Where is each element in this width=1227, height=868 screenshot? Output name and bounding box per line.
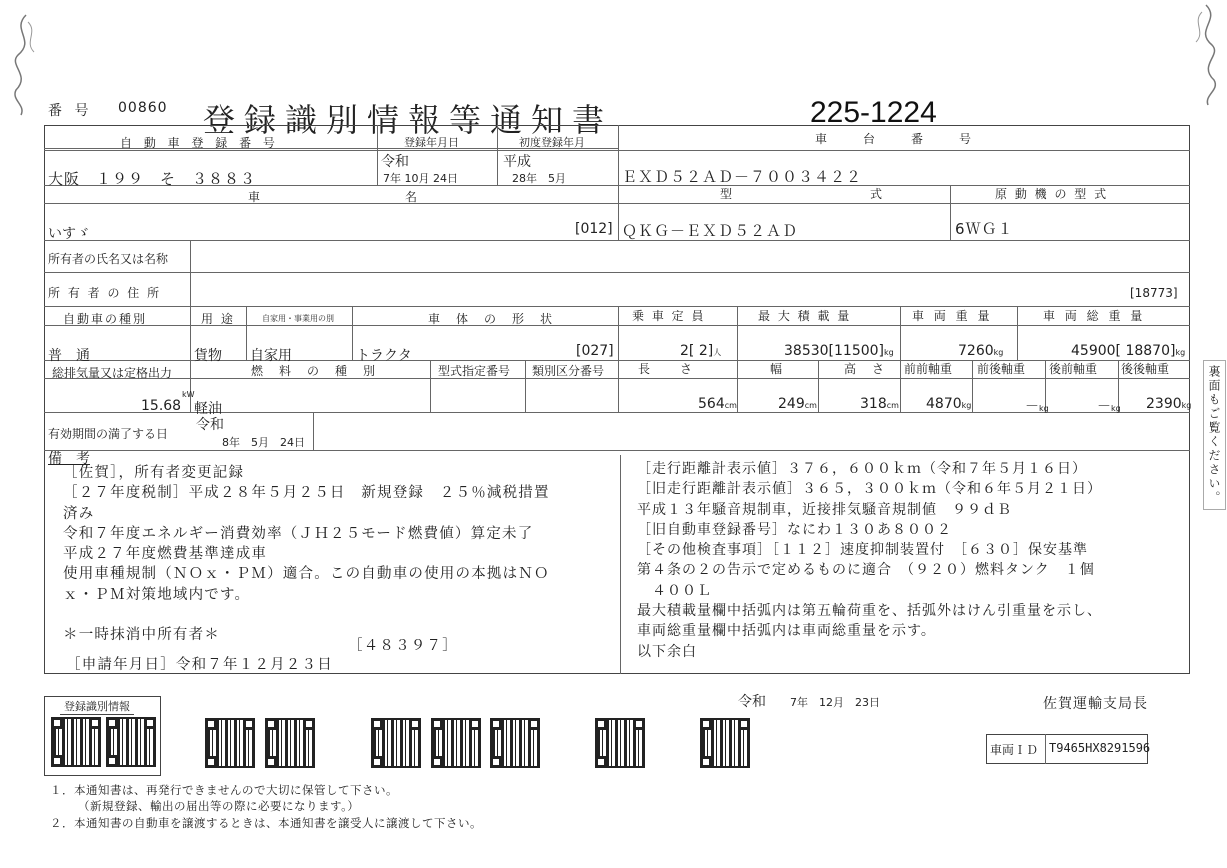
issue-era: 令和	[738, 694, 766, 710]
engine-type: 6ＷＧ１	[955, 220, 1014, 238]
qr-code	[431, 718, 481, 768]
remark-line: ｘ・ＰＭ対策地域内です。	[63, 586, 251, 603]
model-type: ＱＫＧ－ＥＸＤ５２ＡＤ	[622, 222, 799, 240]
owner-name-label: 所有者の氏名又は名称	[48, 252, 169, 266]
application-date: ［申請年月日］令和７年１２月２３日	[66, 657, 333, 673]
divider	[737, 306, 738, 412]
body-shape: トラクタ	[356, 348, 412, 364]
document-number: 00860	[118, 100, 168, 116]
divider	[618, 306, 619, 412]
divider	[246, 306, 247, 360]
ff-axle-header: 前前軸重	[904, 362, 953, 376]
divider	[44, 306, 1190, 307]
qr-code	[106, 717, 156, 767]
model-header-2: 式	[870, 187, 887, 201]
displacement-header: 総排気量又は定格出力	[52, 366, 173, 380]
divider	[972, 360, 973, 412]
remark-line: ［旧走行距離計表示値］３６５，３００ｋｍ（令和６年５月２１日）	[637, 481, 1102, 498]
displacement-value: 15.68	[141, 398, 182, 414]
remark-line: ［旧自動車登録番号］なにわ１３０あ８００２	[637, 521, 952, 538]
fr-axle-value: －kg	[1025, 399, 1049, 415]
divider	[525, 360, 526, 412]
divider	[818, 360, 819, 412]
weight-header: 車 両 重 量	[912, 309, 993, 323]
length-value: 564cm	[698, 396, 737, 412]
reg-era: 令和	[381, 154, 409, 170]
qr-code	[371, 718, 421, 768]
gross-weight: 45900[ 18870]kg	[1071, 343, 1186, 359]
qr-code	[51, 717, 101, 767]
class-header: 類別区分番号	[532, 364, 605, 378]
remarks-label: 備 考	[48, 451, 90, 467]
body-code: [027]	[576, 343, 614, 359]
engine-header: 原 動 機 の 型 式	[995, 187, 1109, 201]
divider	[900, 306, 901, 412]
max-load-header: 最 大 積 載 量	[758, 309, 852, 323]
reg-number: 大阪 １９９ そ ３８８３	[48, 170, 257, 188]
remark-line: ［２７年度税制］平成２８年５月２５日 新規登録 ２５％減税措置	[63, 485, 550, 502]
seating-capacity: 2[ 2]人	[680, 343, 722, 359]
note-1b: （新規登録、輸出の届出等の際に必要になります。）	[78, 799, 360, 813]
note-2: ２．本通知書の自動車を譲渡するときは、本通知書を譲受人に譲渡して下さい。	[50, 816, 482, 830]
expiry-label: 有効期間の満了する日	[48, 427, 169, 441]
divider	[620, 455, 621, 674]
remarks-right	[637, 459, 1102, 662]
divider	[313, 412, 314, 450]
remark-line: ［走行距離計表示値］３７６，６００ｋｍ（令和７年５月１６日）	[637, 461, 1087, 477]
chassis-number: ＥＸＤ５２ＡＤ－７００３４２２	[622, 168, 863, 186]
max-load: 38530[11500]kg	[784, 343, 894, 359]
corner-ornament-left	[6, 10, 46, 120]
corner-ornament-right	[1186, 0, 1226, 110]
body-header: 車 体 の 形 状	[428, 312, 555, 326]
maker-code: [012]	[575, 221, 613, 237]
divider	[44, 272, 1190, 273]
document-number-label: 番 号	[48, 103, 93, 119]
type-designation-header: 型式指定番号	[438, 364, 511, 378]
name-header-2: 名	[405, 190, 422, 204]
remark-line: ４００Ｌ	[637, 582, 712, 599]
rf-axle-value: －kg	[1097, 399, 1121, 415]
issue-date: 7年 12月 23日	[790, 696, 880, 709]
width-value: 249cm	[778, 396, 817, 412]
divider	[44, 450, 1190, 451]
expiry-era: 令和	[196, 417, 224, 433]
rr-axle-value: 2390kg	[1146, 396, 1192, 412]
expiry-date: 8年 5月 24日	[222, 436, 305, 449]
divider	[352, 306, 353, 360]
divider	[44, 240, 1190, 241]
length-header: 長 さ	[638, 362, 695, 376]
name-header-1: 車	[248, 190, 265, 204]
divider	[44, 203, 1190, 204]
vehicle-id: T9465HX8291596	[1049, 741, 1151, 755]
first-reg-date: 28年 5月	[512, 172, 566, 185]
remark-line: ［佐賀］，所有者変更記録	[63, 465, 245, 481]
remark-line: ［その他検査事項］［１１２］速度抑制装置付 ［６３０］保安基準	[637, 542, 1088, 559]
note-1: １．本通知書は、再発行できませんので大切に保管して下さい。	[50, 783, 398, 797]
kind-header: 自動車の種別	[63, 312, 148, 326]
divider	[950, 185, 951, 240]
qr-code	[205, 718, 255, 768]
remarks-code: ［４８３９７］	[348, 638, 458, 654]
divider	[190, 240, 191, 306]
divider	[1045, 734, 1046, 764]
divider	[430, 360, 431, 412]
remark-line: 済み	[63, 505, 95, 522]
first-reg-era: 平成	[503, 154, 531, 170]
remark-line: 平成１３年騒音規制車，近接排気騒音規制値 ９９ｄＢ	[637, 501, 1012, 518]
qr-code	[490, 718, 540, 768]
qr-code	[700, 718, 750, 768]
handwritten-number: 225-1224	[810, 96, 937, 129]
width-header: 幅	[770, 362, 783, 376]
divider	[1017, 306, 1018, 360]
vehicle-weight: 7260kg	[958, 343, 1004, 359]
fuel-header: 燃 料 の 種 別	[251, 364, 378, 378]
remark-line	[63, 605, 550, 625]
remark-line: 以下余白	[637, 643, 697, 660]
chassis-header: 車 台 番 号	[815, 132, 976, 146]
issuer: 佐賀運輸支局長	[1043, 696, 1148, 712]
side-note: 裏面もご覧ください。	[1203, 360, 1226, 510]
remark-line: 第４条の２の告示で定めるものに適合 （９２０）燃料タンク １個	[637, 562, 1095, 579]
height-value: 318cm	[860, 396, 899, 412]
maker: いすゞ	[48, 226, 90, 242]
remark-line: 最大積載量欄中括弧内は第五輪荷重を、括弧外はけん引重量を示し、	[637, 603, 1102, 620]
divider	[497, 125, 498, 185]
reg-date: 7年 10月 24日	[383, 172, 458, 185]
owner-address-code: [18773]	[1130, 286, 1178, 300]
use-header: 用 途	[201, 312, 235, 326]
ff-axle-value: 4870kg	[926, 396, 972, 412]
first-reg-header: 初度登録年月	[519, 136, 585, 149]
reg-date-header: 登録年月日	[404, 136, 459, 149]
reg-no-header: 自 動 車 登 録 番 号	[120, 136, 279, 150]
capacity-header: 乗 車 定 員	[632, 309, 706, 323]
rf-axle-header: 後前軸重	[1049, 362, 1098, 376]
vehicle-priv: 自家用	[250, 348, 292, 364]
remark-line: 平成２７年度燃費基準達成車	[63, 546, 268, 563]
height-header: 高 さ	[844, 362, 887, 376]
remark-line: 車両総重量欄中括弧内は車両総重量を示す。	[637, 623, 936, 640]
remark-line: 使用車種規制（ＮＯｘ・ＰＭ）適合。この自動車の使用の本拠はＮＯ	[63, 566, 550, 583]
priv-header: 自家用・事業用の別	[262, 314, 334, 323]
remark-line: 令和７年度エネルギー消費効率（ＪＨ２５モード燃費値）算定未了	[63, 525, 534, 542]
kw-unit: kW	[182, 390, 195, 399]
divider	[377, 125, 378, 185]
rr-axle-header: 後後軸重	[1121, 362, 1170, 376]
owner-address-label: 所 有 者 の 住 所	[48, 286, 162, 300]
fuel-type: 軽油	[194, 401, 222, 417]
fr-axle-header: 前後軸重	[977, 362, 1026, 376]
qr-code	[265, 718, 315, 768]
qr-code	[595, 718, 645, 768]
qr-info-label: 登録識別情報	[60, 698, 134, 715]
remarks-left	[63, 463, 550, 645]
vehicle-use: 貨物	[194, 348, 222, 364]
divider	[618, 125, 619, 240]
vehicle-kind: 普 通	[48, 348, 90, 364]
page-title: 登録識別情報等通知書	[203, 101, 614, 139]
remark-line: ＊一時抹消中所有者＊	[63, 627, 220, 644]
divider	[44, 378, 1190, 379]
vehicle-id-label: 車両ＩＤ	[990, 743, 1039, 757]
gross-header: 車 両 総 重 量	[1043, 309, 1146, 323]
model-header-1: 型	[720, 187, 737, 201]
